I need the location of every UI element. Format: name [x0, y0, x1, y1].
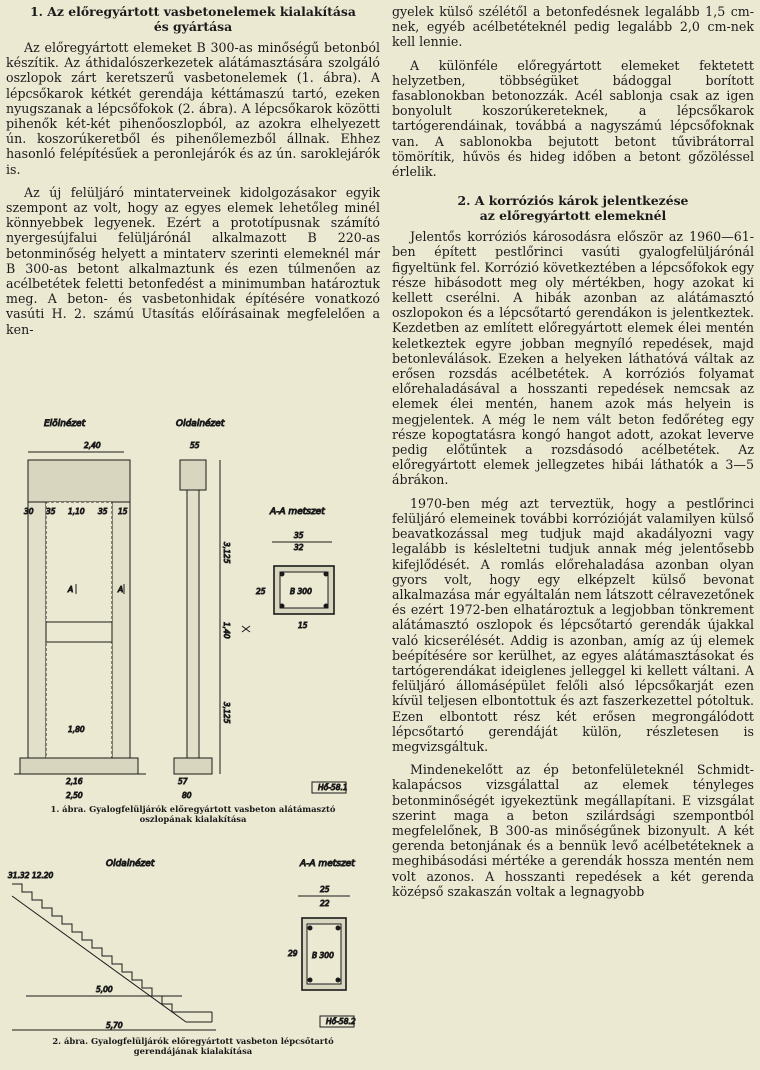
fig1-side-b2: 80	[182, 791, 192, 800]
fig2-sec-w2: 22	[320, 899, 330, 908]
fig2-tag: Hő-58.2	[326, 1017, 356, 1026]
fig1-width-mid: 1,10	[68, 507, 85, 516]
fig2-side-label: Oldalnézet	[106, 859, 155, 869]
paragraph: Jelentős korróziós károsodásra először az 1960—61-ben épített pestlőrinci vasúti gyalogfelüljárónál figyeltünk fel. Korrózió következtében a lépcsőfokok egy része hibásodott meg oly mértékben, hogy azokat ki kellett cserélni. A hibák azonban az alátámasztó oszlopokon és a lépcsőtartó gerendákon is jelentkeztek. Kezdetben az említett előregyártott elemek élei mentén keletkeztek egyre jobban megnyíló repedések, majd betonleválások. Ezeken a helyeken láthatóvá váltak az erősen rozsdás acélbetétek. A korróziós folyamat előrehaladásával a hosszanti repedések nemcsak az elemek élei mentén, hanem azok más helyein is megjelentek. A még le nem vált beton fedőréteg egy része kopogtatásra kongó hangot adott, azokat leverve pedig előtűntek a rozsdásodó acélbetétek. Az előregyártott elemek jellegzetes hibái láthatók a 3—5 ábrákon.	[392, 229, 754, 488]
section-1-heading-line2: és gyártása	[153, 19, 233, 34]
fig2-len1: 5,00	[96, 985, 113, 994]
figure-2-drawing	[6, 852, 380, 1036]
figure-1-drawing	[6, 412, 380, 802]
fig1-sec-w1: 35	[294, 531, 304, 540]
fig1-side-top: 55	[190, 441, 200, 450]
paragraph: Az előregyártott elemeket B 300-as minőségű betonból készítik. Az áthidalószerkezetek alátámasztására szolgáló oszlopok zárt keretszerű vasbetonelemek (1. ábra). A lépcsőkarok kétkét gerendája kéttámaszú tartó, ezeken nyugszanak a lépcsőfokok (2. ábra). A lépcsőkarok közötti pihenők két-két pihenőoszlopból, az azokra elhelyezett ún. koszorúkeretből és pihenőlemezből állnak. Ehhez hasonló felépítésűek a peronlejárók és az ún. saroklejárók is.	[6, 40, 380, 177]
fig1-sec-w2: 32	[294, 543, 304, 552]
fig1-sec-w3: 15	[298, 621, 308, 630]
fig1-marker-a-left: A	[68, 585, 74, 594]
figure-2-caption	[6, 1036, 380, 1056]
fig2-dim-top: 31.32 12.20	[8, 871, 54, 880]
fig2-sec-h: 29	[288, 949, 298, 958]
section-1-heading	[6, 4, 380, 34]
paragraph: Mindenekelőtt az ép betonfelületeknél Schmidt-kalapácsos vizsgálattal az elemek tényleges betonminőségét igyekeztünk megállapítani. E vizsgálat szerint maga a beton szilárdsági szempontból megfelelőnek, B 300-as minőségűnek bizonyult. A két gerenda betonjának és a bennük levő acélbetéteknek a meghibásodási mértéke a gerendák hossza mentén nem volt azonos. A hosszanti repedések a két gerenda középső szakaszán voltak a legnagyobb	[392, 762, 754, 899]
fig1-width-top: 2,40	[84, 441, 101, 450]
figure-1-caption	[6, 804, 380, 824]
fig1-dim-30: 30	[24, 507, 34, 516]
fig1-sec-h: 25	[256, 587, 266, 596]
fig1-width-base1: 2,16	[66, 777, 83, 786]
fig1-dim-35b: 35	[98, 507, 108, 516]
fig1-section-label: A-A metszet	[270, 507, 325, 517]
fig1-width-low: 1,80	[68, 725, 85, 734]
right-column	[392, 4, 754, 907]
fig1-width-base2: 2,50	[66, 791, 83, 800]
fig1-h2: 1,40	[222, 622, 231, 639]
fig2-section-label: A-A metszet	[300, 859, 355, 869]
fig1-front-label: Elölnézet	[44, 419, 86, 429]
fig2-len2: 5,70	[106, 1021, 123, 1030]
section-2-heading-line1: 2. A korróziós károk jelentkezése	[457, 193, 689, 209]
figure-2-caption-line2: gerendájának kialakítása	[133, 1046, 253, 1056]
figure-2-caption-line1: 2. ábra. Gyalogfelüljárók előregyártott vasbeton lépcsőtartó	[52, 1036, 334, 1046]
fig1-sec-label: B 300	[290, 587, 312, 596]
fig1-side-label: Oldalnézet	[176, 419, 225, 429]
section-2-heading	[392, 193, 754, 223]
fig1-dim-35: 35	[46, 507, 56, 516]
paragraph: gyelek külső szélétől a betonfedésnek legalább 1,5 cm-nek, egyéb acélbetéteknél pedig legalább 2,0 cm-nek kell lennie.	[392, 4, 754, 50]
paragraph: A különféle előregyártott elemeket fektetett helyzetben, többségüket bádoggal borított fasablonokban betonozzák. Acél sablonja csak az igen bonyolult koszorúkereteknek, a lépcsőkarok tartógerendáinak, továbbá a nagyszámú lépcsőfoknak van. A sablonokba bejutott betont tűvibrátorral tömörítik, hűvös és hideg időben a betont gőzöléssel érlelik.	[392, 57, 754, 180]
figure-2	[6, 852, 380, 1066]
fig1-side-b1: 57	[178, 777, 188, 786]
fig1-tag: Hő-58.1	[318, 783, 348, 792]
figure-1	[6, 412, 380, 824]
fig1-dim-15: 15	[118, 507, 128, 516]
paragraph: 1970-ben még azt terveztük, hogy a pestlőrinci felüljáró elemeinek további korrózióját valamilyen külső beavatkozással meg tudjuk majd akadályozni vagy legalább is késleltetni tudjuk annak még jelentősebb kifejlődését. A romlás előrehaladása azonban olyan gyors volt, hogy egy elképzelt külső bevonat alkalmazása már egyáltalán nem látszott célravezetőnek és ezért 1972-ben elhatároztuk a legjobban tönkrement alátámasztó oszlopok és lépcsőtartó gerendák újakkal való kicserélését. Addig is azonban, amíg az új elemek beépítésére sor kerülhet, az egyes alátámasztásokat és tartógerendákat ideiglenes jelleggel ki kellett váltani. A felüljáró állomásépület felőli alsó lépcsőkarját ezen kívül teljesen elbontottuk és azt faszerkezettel pótoltuk. Ezen elbontott rész két erősen megrongálódott lépcsőtartó gerendáját külön, részletesen is megvizsgáltuk.	[392, 495, 754, 754]
fig1-h3: 3,125	[222, 702, 231, 724]
figure-1-caption-line1: 1. ábra. Gyalogfelüljárók előregyártott vasbeton alátámasztó	[50, 804, 336, 814]
figure-1-caption-line2: oszlopának kialakítása	[139, 814, 247, 824]
section-2-heading-line2: az előregyártott elemeknél	[479, 208, 667, 224]
fig1-h1: 3,125	[222, 542, 231, 564]
left-column	[6, 4, 380, 345]
fig2-sec-w1: 25	[320, 885, 330, 894]
fig2-sec-label: B 300	[312, 951, 334, 960]
paragraph: Az új felüljáró mintaterveinek kidolgozásakor egyik szempont az volt, hogy az egyes elemek lehetőleg minél könnyebbek legyenek. Ezért a prototípusnak számító nyergesújfalui felüljárónál alkalmazott B 220-as betonminőség helyett a mintaterv szerinti elemeknél már B 300-as betont alkalmaztunk és ezen túlmenően az acélbetétek feletti betonfedést a minimumban határoztuk meg. A beton- és vasbetonhidak építésére vonatkozó vasúti H. 2. számú Utasítás előírásainak megfelelően a ken-	[6, 184, 380, 337]
section-1-heading-line1: 1. Az előregyártott vasbetonelemek kialakítása	[30, 4, 356, 19]
fig1-marker-a-right: A	[118, 585, 124, 594]
